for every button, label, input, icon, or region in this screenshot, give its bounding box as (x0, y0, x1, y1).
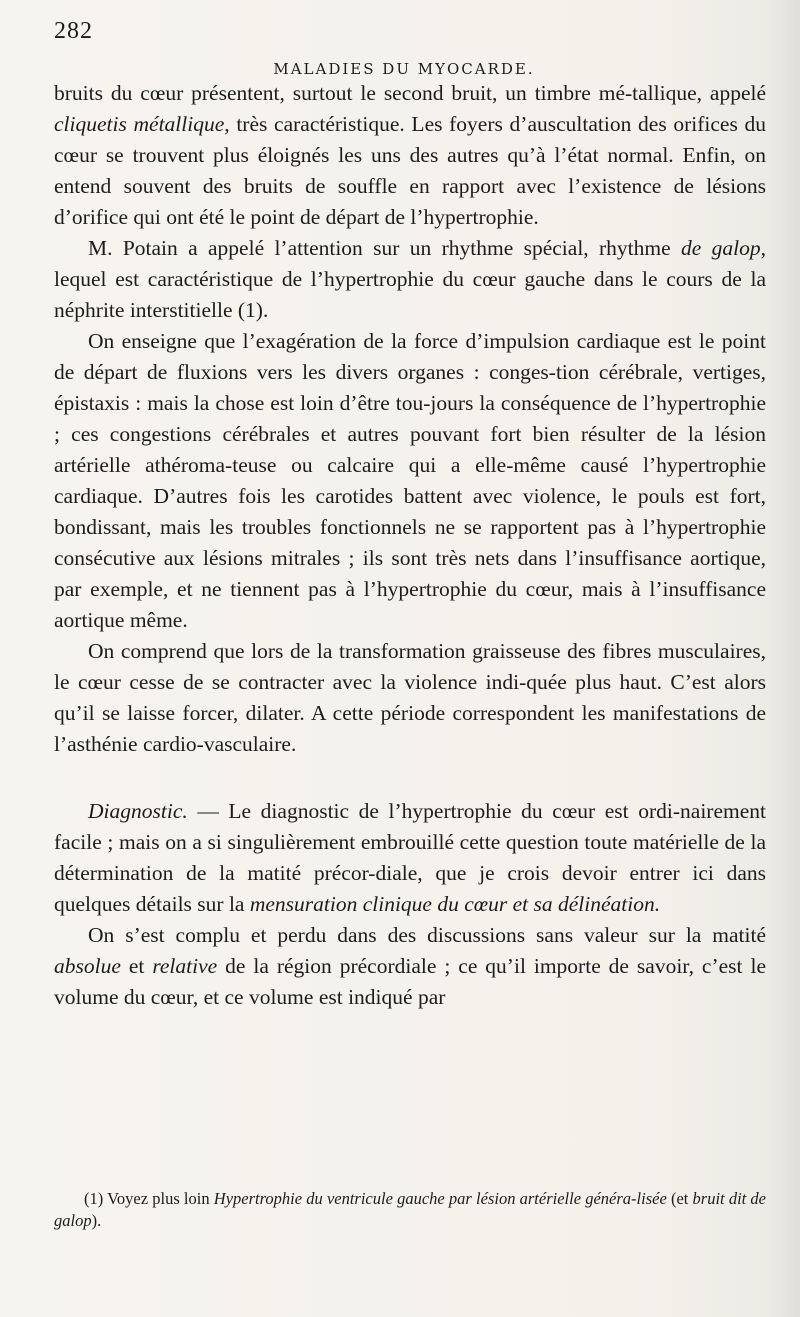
paragraph-1 (54, 78, 766, 233)
footnote-run: (et (666, 1189, 693, 1208)
text-run: On enseigne que l’exagération de la force d’impulsion cardiaque est le point de départ de fluxions vers les divers organes : conges-tion cérébrale, vertiges, épistaxis : mais la chose est loin d’être tou-jours la conséquence de l’hypertrophie ; ces congestions cérébrales et autres pouvant fort bien résulter de la lésion artérielle athéroma-teuse ou calcaire qui a elle-même causé l’hypertrophie cardiaque. D’autres fois les carotides battent avec violence, le pouls est fort, bondissant, mais les troubles fonctionnels ne se rapportent pas à l’hypertrophie consécutive aux lésions mitrales ; ils sont très nets dans l’insuffisance aortique, par exemple, et ne tiennent pas à l’hypertrophie du cœur, mais à l’insuffisance aortique même. (54, 329, 766, 632)
paragraph-2 (54, 233, 766, 326)
running-title: MALADIES DU MYOCARDE. (273, 60, 535, 78)
italic-term: relative (152, 954, 218, 978)
page-number: 282 (54, 18, 93, 44)
running-head (54, 18, 754, 78)
footnote-italic: bruit dit de galop (54, 1189, 766, 1230)
italic-term: mensuration clinique du cœur et sa délinéation. (249, 892, 661, 916)
italic-term: cliquetis métallique (54, 112, 225, 136)
body-text (54, 78, 766, 1013)
footnote-run: ). (91, 1211, 102, 1230)
paragraph-3 (54, 326, 766, 636)
italic-term: absolue (54, 954, 121, 978)
text-run: et (120, 954, 153, 978)
text-run: , très caractéristique. Les foyers d’auscultation des orifices du cœur se trouvent plus éloignés les uns des autres qu’à l’état normal. Enfin, on entend souvent des bruits de souffle en rapport avec l’existence de lésions d’orifice qui ont été le point de départ de l’hypertrophie. (54, 112, 766, 229)
section-heading: Diagnostic. (88, 799, 188, 823)
footnote-italic: Hypertrophie du ventricule gauche par lésion artérielle généra-lisée (213, 1189, 667, 1208)
text-run: de la région précordiale ; ce qu’il importe de savoir, c’est le volume du cœur, et ce volume est indiqué par (54, 954, 766, 1009)
italic-term: de galop (681, 236, 761, 260)
footnote (54, 1188, 766, 1232)
paragraph-6 (54, 920, 766, 1013)
paragraph-diagnostic (54, 796, 766, 920)
text-run: , lequel est caractéristique de l’hypertrophie du cœur gauche dans le cours de la néphrite interstitielle (1). (54, 236, 766, 322)
text-run: On s’est complu et perdu dans des discussions sans valeur sur la matité (88, 923, 766, 947)
text-run: — Le diagnostic de l’hypertrophie du cœur est ordi-nairement facile ; mais on a si singulièrement embrouillé cette question toute matérielle de la détermination de la matité précor-diale, que je crois devoir entrer ici dans quelques détails sur la (54, 799, 766, 916)
text-run: On comprend que lors de la transformation graisseuse des fibres musculaires, le cœur cesse de se contracter avec la violence indi-quée plus haut. C’est alors qu’il se laisse forcer, dilater. A cette période correspondent les manifestations de l’asthénie cardio-vasculaire. (54, 639, 766, 756)
text-run: bruits du cœur présentent, surtout le second bruit, un timbre mé-tallique, appelé (54, 81, 766, 105)
footnote-run: (1) Voyez plus loin (84, 1189, 214, 1208)
text-run: M. Potain a appelé l’attention sur un rhythme spécial, rhythme (88, 236, 681, 260)
paragraph-4 (54, 636, 766, 760)
